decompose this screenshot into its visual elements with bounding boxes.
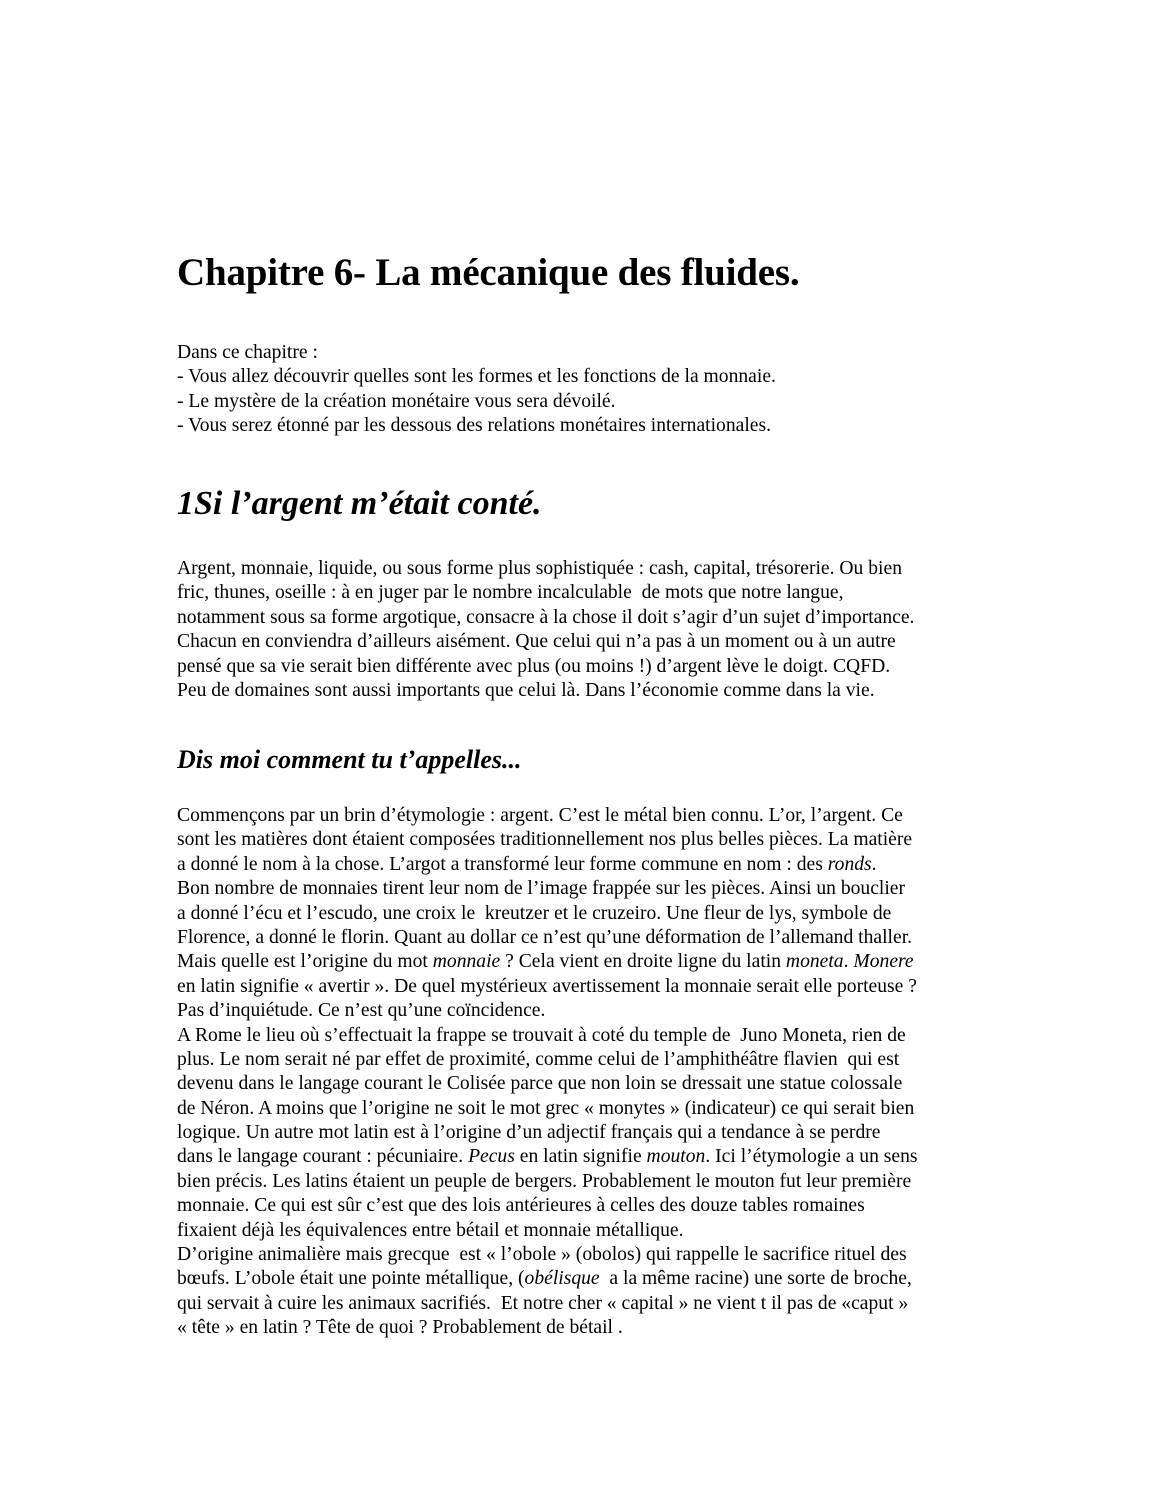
text-line xyxy=(177,606,914,630)
text-line xyxy=(177,999,918,1023)
text-line xyxy=(177,926,918,950)
text-run: qui servait à cuire les animaux sacrifiés. Et notre cher « capital » ne vient t il pas de «caput » xyxy=(177,1292,909,1314)
text-run: - Le mystère de la création monétaire vous sera dévoilé. xyxy=(177,390,616,412)
text-line xyxy=(177,1145,918,1169)
text-line xyxy=(177,630,914,654)
text-line xyxy=(177,655,914,679)
text-line xyxy=(177,1194,918,1218)
chapter-intro xyxy=(177,341,776,439)
text-run: monnaie. Ce qui est sûr c’est que des lois antérieures à celles des douze tables romaines xyxy=(177,1195,865,1217)
text-line xyxy=(177,950,918,974)
text-run: a donné le nom à la chose. L’argot a transformé leur forme commune en nom : des xyxy=(177,853,828,875)
text-run: de Néron. A moins que l’origine ne soit le mot grec « monytes » (indicateur) ce qui serait bien xyxy=(177,1097,915,1119)
text-run: a donné l’écu et l’escudo, une croix le kreutzer et le cruzeiro. Une fleur de lys, symbole de xyxy=(177,902,892,924)
text-line xyxy=(177,679,914,703)
section-heading: 1Si l’argent m’était conté. xyxy=(177,485,542,522)
text-line xyxy=(177,414,776,438)
italic-text: moneta xyxy=(785,951,844,973)
text-line xyxy=(177,902,918,926)
text-line xyxy=(177,1072,918,1096)
chapter-title: Chapitre 6- La mécanique des fluides. xyxy=(177,251,800,294)
text-run: A Rome le lieu où s’effectuait la frappe se trouvait à coté du temple de Juno Moneta, rien de xyxy=(177,1024,906,1046)
text-run: pensé que sa vie serait bien différente avec plus (ou moins !) d’argent lève le doigt. CQFD. xyxy=(177,655,891,677)
text-line xyxy=(177,877,918,901)
text-run: fixaient déjà les équivalences entre bétail et monnaie métallique. xyxy=(177,1219,684,1241)
text-line xyxy=(177,1267,918,1291)
text-run: Mais quelle est l’origine du mot xyxy=(177,951,433,973)
text-line xyxy=(177,804,918,828)
text-run: en latin signifie xyxy=(514,1146,647,1168)
text-line xyxy=(177,365,776,389)
text-run: bœufs. L’obole était une pointe métallique, ( xyxy=(177,1268,525,1290)
text-run: a la même racine) une sorte de broche, xyxy=(599,1268,912,1290)
text-line xyxy=(177,581,914,605)
text-run: D’origine animalière mais grecque est « l’obole » (obolos) qui rappelle le sacrifice rituel des xyxy=(177,1244,907,1266)
text-run: Chacun en conviendra d’ailleurs aisément. Que celui qui n’a pas à un moment ou à un autre xyxy=(177,631,896,653)
text-line xyxy=(177,1316,918,1340)
italic-text: monnaie xyxy=(432,951,501,973)
text-run: dans le langage courant : pécuniaire. xyxy=(177,1146,469,1168)
text-run: - Vous allez découvrir quelles sont les formes et les fonctions de la monnaie. xyxy=(177,366,776,388)
text-run: . Ici l’étymologie a un sens xyxy=(705,1146,918,1168)
text-line xyxy=(177,1121,918,1145)
text-line xyxy=(177,1219,918,1243)
text-run: . xyxy=(843,951,854,973)
text-run: devenu dans le langage courant le Colisée parce que non loin se dressait une statue colossale xyxy=(177,1073,903,1095)
text-run: logique. Un autre mot latin est à l’origine d’un adjectif français qui a tendance à se perdre xyxy=(177,1122,881,1144)
italic-text: obélisque xyxy=(524,1268,600,1290)
text-run: bien précis. Les latins étaient un peuple de bergers. Probablement le mouton fut leur première xyxy=(177,1170,912,1192)
text-run: . xyxy=(871,853,877,875)
text-line xyxy=(177,1170,918,1194)
text-run: sont les matières dont étaient composées traditionnellement nos plus belles pièces. La matière xyxy=(177,829,913,851)
text-run: fric, thunes, oseille : à en juger par le nombre incalculable de mots que notre langue, xyxy=(177,582,844,604)
italic-text: Pecus xyxy=(468,1146,515,1168)
text-line xyxy=(177,1292,918,1316)
text-line xyxy=(177,390,776,414)
text-run: - Vous serez étonné par les dessous des relations monétaires internationales. xyxy=(177,415,772,437)
subsection-paragraph xyxy=(177,804,918,1341)
section-paragraph xyxy=(177,557,914,703)
text-run: Argent, monnaie, liquide, ou sous forme plus sophistiquée : cash, capital, trésorerie. Ou bien xyxy=(177,558,902,579)
text-run: Bon nombre de monnaies tirent leur nom de l’image frappée sur les pièces. Ainsi un bouclier xyxy=(177,878,906,900)
subsection-heading: Dis moi comment tu t’appelles... xyxy=(177,745,522,774)
text-run: notamment sous sa forme argotique, consacre à la chose il doit s’agir d’un sujet d’importance. xyxy=(177,606,915,628)
text-run: Florence, a donné le florin. Quant au dollar ce n’est qu’une déformation de l’allemand thaller. xyxy=(177,926,913,948)
text-line xyxy=(177,1048,918,1072)
text-line xyxy=(177,1097,918,1121)
text-run: « tête » en latin ? Tête de quoi ? Probablement de bétail . xyxy=(177,1317,623,1339)
text-line xyxy=(177,828,918,852)
text-run: ? Cela vient en droite ligne du latin xyxy=(500,951,786,973)
italic-text: Monere xyxy=(853,951,914,973)
text-line xyxy=(177,975,918,999)
text-run: Commençons par un brin d’étymologie : argent. C’est le métal bien connu. L’or, l’argent. Ce xyxy=(177,805,903,826)
text-line xyxy=(177,341,776,365)
italic-text: ronds xyxy=(827,853,872,875)
text-run: plus. Le nom serait né par effet de proximité, comme celui de l’amphithéâtre flavien qui est xyxy=(177,1048,900,1070)
text-run: Peu de domaines sont aussi importants que celui là. Dans l’économie comme dans la vie. xyxy=(177,679,875,701)
text-run: Pas d’inquiétude. Ce n’est qu’une coïncidence. xyxy=(177,1000,546,1022)
text-line xyxy=(177,853,918,877)
italic-text: mouton xyxy=(646,1146,706,1168)
text-run: en latin signifie « avertir ». De quel mystérieux avertissement la monnaie serait elle porteuse ? xyxy=(177,975,917,997)
text-line xyxy=(177,1243,918,1267)
text-line xyxy=(177,1024,918,1048)
text-line xyxy=(177,557,914,581)
text-run: Dans ce chapitre : xyxy=(177,342,318,363)
